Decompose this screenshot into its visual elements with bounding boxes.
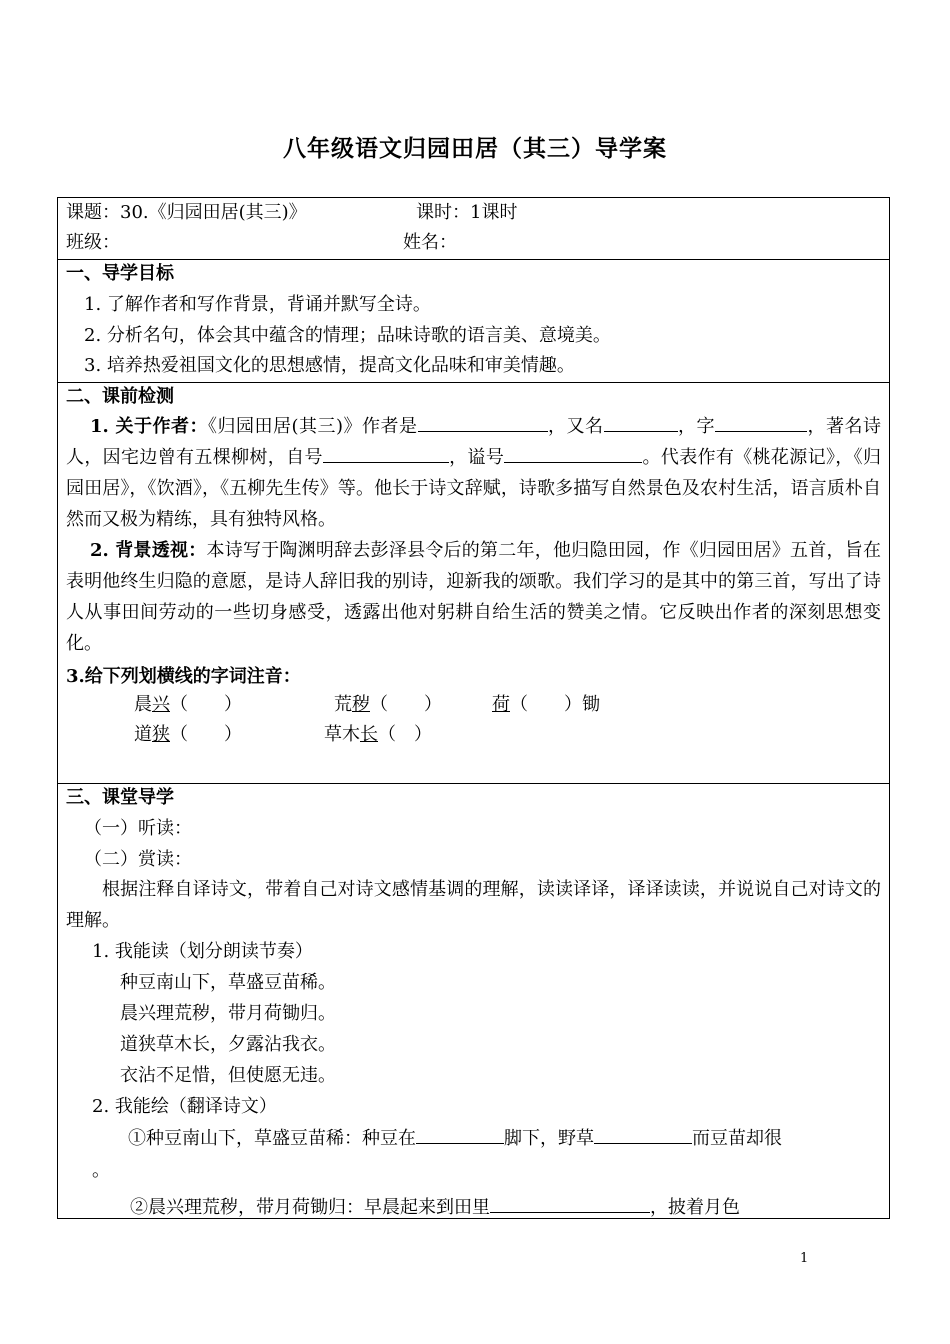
topic-label: 课题：30.《归园田居(其三)》 [66, 202, 307, 223]
row-divider [58, 259, 889, 260]
answer-blank[interactable] [416, 1125, 504, 1144]
page-title: 八年级语文归园田居（其三）导学案 [283, 135, 667, 162]
draw-task-label: 2. 我能绘（翻译诗文） [92, 1096, 277, 1117]
instruction-paragraph: 根据注释自译诗文，带着自己对诗文感情基调的理解，读读译译，译译读读，并说说自己对诗文的理解。 [66, 879, 881, 931]
subsection-listen: （一）听读： [84, 818, 192, 839]
class-field-label: 班级： [66, 232, 120, 253]
question-label: 1. 关于作者： [90, 416, 209, 437]
answer-blank[interactable] [594, 1125, 692, 1144]
phonetic-item: 道狭（ ） [134, 724, 242, 745]
question-about-author: 1. 关于作者：《归园田居(其三)》作者是 ，又名 ，字 ，著名诗人，因宅边曾有五棵柳树，自号 ，谥号 。代表作有《桃花源记》，《归园田居》，《饮酒》，《五柳先生传》等。他长于诗文辞赋，诗歌多描写自然景色及农村生活，语言质朴自然而又极为精练，具有独特风格。 [66, 411, 881, 535]
period-label: 课时：1课时 [416, 202, 518, 223]
answer-blank[interactable] [323, 444, 449, 463]
page-number: 1 [800, 1251, 809, 1266]
section-heading-precheck: 二、课前检测 [66, 386, 174, 407]
row-divider [58, 783, 889, 784]
phonetic-item: 荷（ ）锄 [492, 694, 600, 715]
row-divider [58, 382, 889, 383]
worksheet-table [57, 197, 890, 1219]
read-task-label: 1. 我能读（划分朗读节奏） [92, 941, 313, 962]
objective-item: 2. 分析名句，体会其中蕴含的情理；品味诗歌的语言美、意境美。 [84, 325, 611, 346]
translation-item: ②晨兴理荒秽，带月荷锄归：早晨起来到田里 ，披着月色 [130, 1194, 740, 1221]
poem-line: 衣沾不足惜，但使愿无违。 [120, 1065, 336, 1086]
translation-item: ①种豆南山下，草盛豆苗稀：种豆在 脚下，野草 而豆苗却很 [128, 1125, 782, 1152]
answer-blank[interactable] [418, 413, 548, 432]
objective-item: 1. 了解作者和写作背景，背诵并默写全诗。 [84, 294, 431, 315]
poem-line: 晨兴理荒秽，带月荷锄归。 [120, 1003, 336, 1024]
poem-line: 道狭草木长，夕露沾我衣。 [120, 1034, 336, 1055]
section-heading-classroom: 三、课堂导学 [66, 787, 174, 808]
section-heading-objectives: 一、导学目标 [66, 263, 174, 284]
student-name-field-label: 姓名： [403, 232, 457, 253]
question-label: 2. 背景透视： [90, 540, 207, 561]
subsection-appreciate: （二）赏读： [84, 849, 192, 870]
answer-blank[interactable] [604, 413, 678, 432]
phonetic-item: 晨兴（ ） [134, 694, 242, 715]
answer-blank[interactable] [715, 413, 807, 432]
question-background: 2. 背景透视：本诗写于陶渊明辞去彭泽县令后的第二年，他归隐田园，作《归园田居》五首，旨在表明他终生归隐的意愿，是诗人辞旧我的别诗，迎新我的颂歌。我们学习的是其中的第三首，写出了诗人从事田间劳动的一些切身感受，透露出他对躬耕自给生活的赞美之情。它反映出作者的深刻思想变化。 [66, 540, 881, 654]
poem-line: 种豆南山下，草盛豆苗稀。 [120, 972, 336, 993]
answer-blank[interactable] [504, 444, 642, 463]
objective-item: 3. 培养热爱祖国文化的思想感情，提高文化品味和审美情趣。 [84, 355, 575, 376]
question-phonetic-label: 3.给下列划横线的字词注音： [66, 666, 301, 687]
phonetic-item: 荒秽（ ） [334, 694, 442, 715]
answer-blank[interactable] [490, 1194, 650, 1213]
phonetic-item: 草木长（ ） [324, 724, 432, 745]
translation-item-end: 。 [92, 1160, 110, 1181]
